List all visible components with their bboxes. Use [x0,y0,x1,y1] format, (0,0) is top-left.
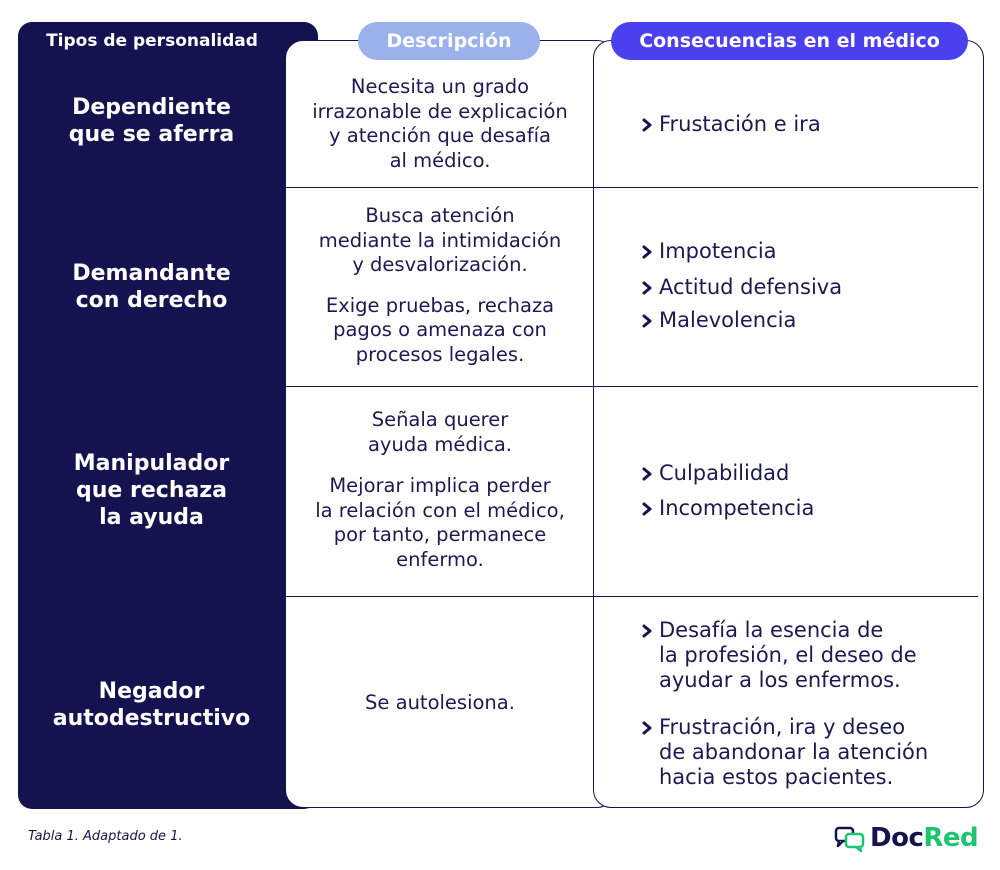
personality-type: Demandante con derecho [72,261,231,313]
chevron-right-icon [640,624,654,638]
consequence-item: Frustación e ira [640,112,970,137]
consequence-item: Desafía la esencia de la profesión, el deseo de ayudar a los enfermos. [640,618,970,693]
description-paragraph: Busca atención mediante la intimidación y desvalorización. [318,204,562,276]
header-description: Descripción [358,22,540,60]
table-caption: Tabla 1. Adaptado de 1. [28,829,183,844]
chevron-right-icon [640,314,654,328]
header-types: Tipos de personalidad [26,22,278,60]
consequence-item: Actitud defensiva [640,275,970,300]
description-paragraph: Se autolesiona. [365,691,515,714]
description-cell [286,204,594,367]
chevron-right-icon [640,467,654,481]
chevron-right-icon [640,721,654,735]
consequence-item: Impotencia [640,239,970,264]
row-divider [18,187,978,188]
personality-type: Manipulador que rechaza la ayuda [73,451,230,530]
description-paragraph: Mejorar implica perder la relación con el médico, por tanto, permanece enfermo. [315,474,565,571]
personality-type: Negador autodestructivo [52,679,251,731]
chevron-right-icon [640,281,654,295]
description-cell [286,75,594,173]
row-divider [18,386,978,387]
chevron-right-icon [640,118,654,132]
consequence-item: Frustración, ira y deseo de abandonar la atención hacia estos pacientes. [640,715,970,790]
description-paragraph: Exige pruebas, rechaza pagos o amenaza con procesos legales. [325,293,555,366]
chat-bubbles-icon [834,824,866,852]
docred-logo: Doc Red [834,823,978,853]
header-consequences: Consecuencias en el médico [611,22,968,60]
description-cell [286,408,594,572]
chevron-right-icon [640,245,654,259]
consequence-item: Culpabilidad [640,461,970,486]
chevron-right-icon [640,502,654,516]
row-divider [18,596,978,597]
description-paragraph: Señala querer ayuda médica. [367,408,513,456]
description-paragraph: Necesita un grado irrazonable de explicación y atención que desafía al médico. [312,75,568,172]
description-cell [286,691,594,716]
personality-type: Dependiente que se aferra [68,95,235,147]
consequence-item: Incompetencia [640,496,970,521]
consequence-item: Malevolencia [640,308,970,333]
